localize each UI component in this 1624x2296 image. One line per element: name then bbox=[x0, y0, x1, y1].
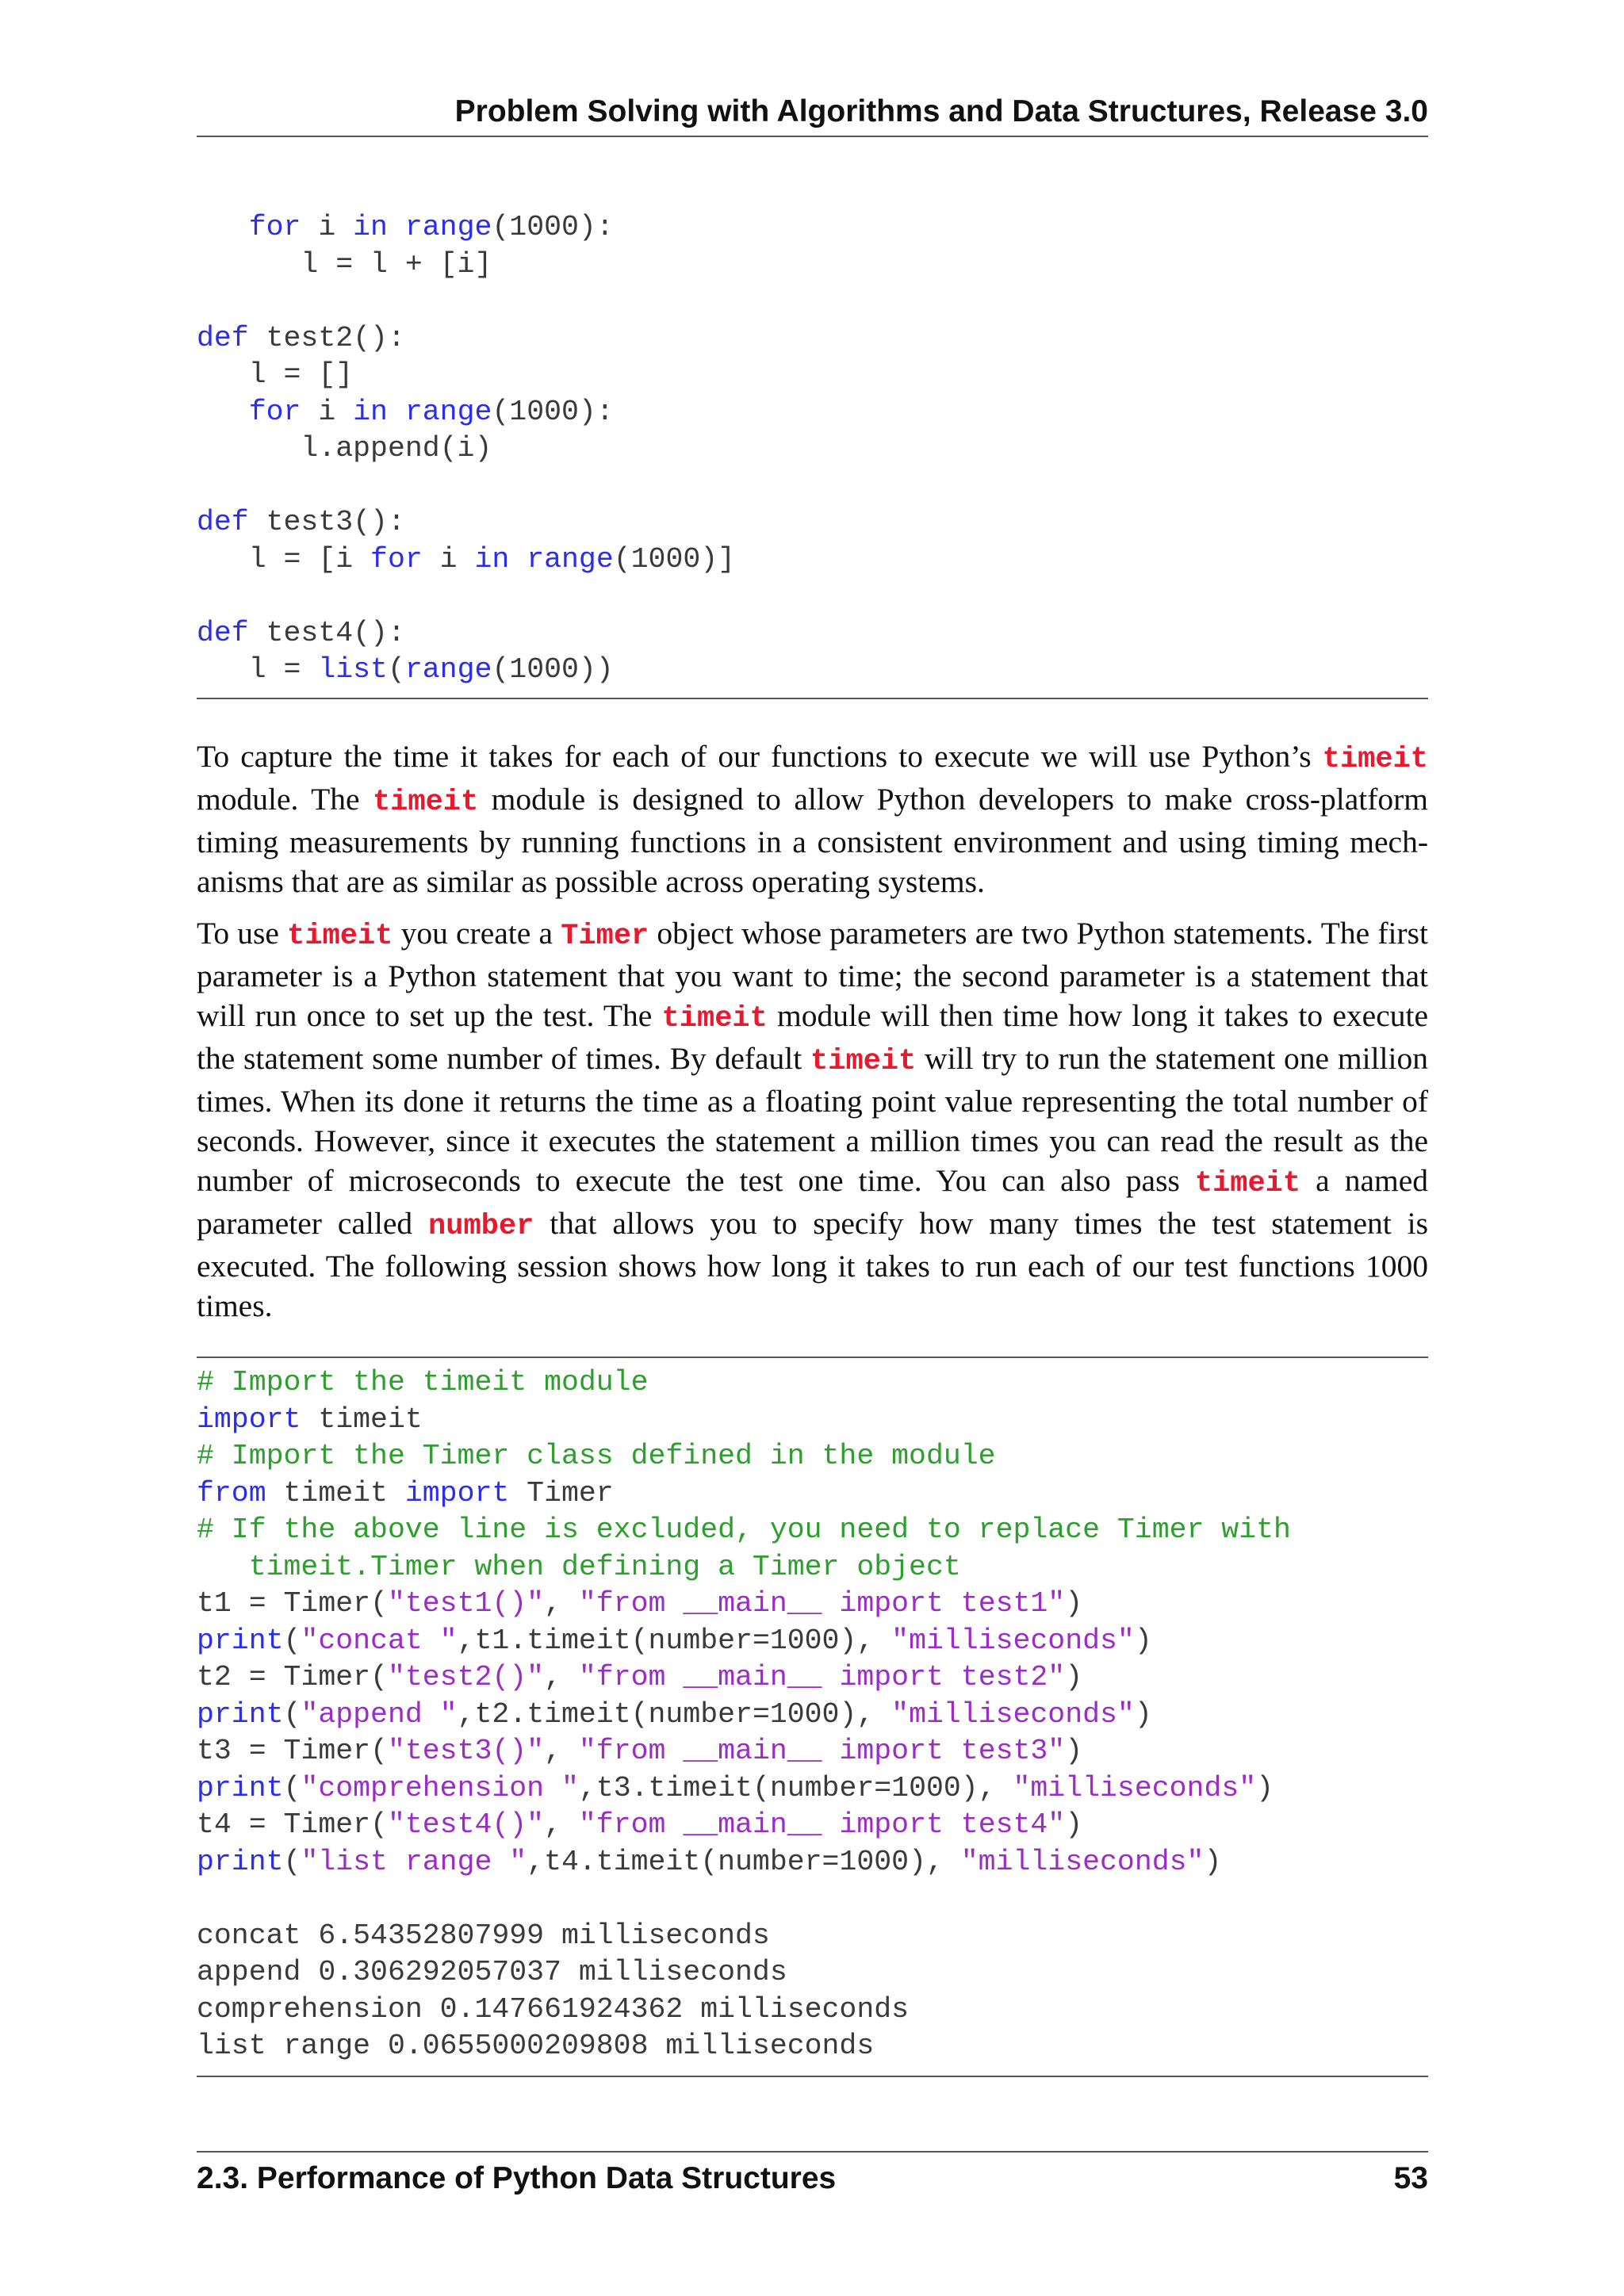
code-token-st: "test1()" bbox=[387, 1587, 545, 1620]
code-token-kw: in bbox=[353, 395, 388, 428]
text-run: ) bbox=[1065, 1808, 1083, 1841]
text-run: ) bbox=[1204, 1845, 1222, 1878]
text-run: ) bbox=[1065, 1661, 1083, 1693]
text-run: ) bbox=[1065, 1587, 1083, 1620]
text-run: ,t4.timeit(number=1000), bbox=[527, 1845, 961, 1878]
text-run: test2(): bbox=[248, 321, 405, 354]
code-token-cm: # If the above line is excluded, you need to replace Timer with bbox=[197, 1513, 1291, 1546]
inline-code: timeit bbox=[1322, 743, 1428, 776]
inline-code: timeit bbox=[810, 1045, 917, 1078]
code-line bbox=[197, 1698, 1152, 1731]
text-run: , bbox=[544, 1661, 579, 1693]
text-run: (1000): bbox=[492, 211, 614, 243]
code-line bbox=[197, 1956, 787, 1988]
code-token-st: "from __main__ import test1" bbox=[578, 1587, 1066, 1620]
code-token-st: "from __main__ import test2" bbox=[578, 1661, 1066, 1693]
text-run: , bbox=[544, 1808, 579, 1841]
text-run: t1 = Timer( bbox=[197, 1587, 388, 1620]
text-run: ) bbox=[1065, 1735, 1083, 1767]
text-run: append 0.306292057037 milliseconds bbox=[197, 1956, 787, 1988]
code-block-2-bottom-rule bbox=[197, 2076, 1428, 2077]
code-token-kw: range bbox=[404, 653, 492, 686]
header-rule bbox=[197, 136, 1428, 137]
text-run: module. The bbox=[197, 782, 373, 817]
code-token-kw: range bbox=[527, 542, 614, 576]
inline-code: Timer bbox=[561, 920, 649, 953]
inline-code: timeit bbox=[372, 786, 479, 819]
text-run: comprehension 0.147661924362 milliseconds bbox=[197, 1992, 910, 2026]
code-token-st: "from __main__ import test4" bbox=[578, 1808, 1066, 1841]
text-run: l = [] bbox=[197, 358, 354, 391]
code-token-kw: in bbox=[474, 542, 510, 576]
text-run: a named parameter called bbox=[197, 1163, 1428, 1241]
code-token-cm: # Import the Timer class defined in the module bbox=[197, 1440, 996, 1472]
code-line bbox=[197, 322, 405, 354]
text-run bbox=[388, 396, 405, 428]
code-line bbox=[197, 248, 492, 281]
text-run: ) bbox=[1134, 1697, 1152, 1731]
text-run: will try to run the statement one million times. When its done it returns the time as a floating point value representing the total number of seconds. However, since it executes the statement a million times you can read the result as the number of microseconds to execute the test one time. You can also pass bbox=[197, 1041, 1428, 1198]
code-line bbox=[197, 1587, 1082, 1620]
code-token-st: "milliseconds" bbox=[960, 1845, 1205, 1878]
paragraph-timer-usage bbox=[197, 913, 1428, 1326]
text-run: ,t3.timeit(number=1000), bbox=[578, 1771, 1013, 1804]
code-token-st: "comprehension " bbox=[301, 1771, 579, 1804]
text-run: l = [i bbox=[197, 542, 371, 576]
code-line bbox=[197, 1624, 1152, 1657]
code-token-kw: for bbox=[248, 395, 301, 428]
code-token-st: "from __main__ import test3" bbox=[578, 1735, 1066, 1767]
text-run: timeit bbox=[301, 1402, 423, 1436]
text-run: i bbox=[301, 211, 354, 243]
paragraph-timeit-intro bbox=[197, 737, 1428, 901]
text-run: list range 0.0655000209808 milliseconds bbox=[197, 2030, 875, 2062]
running-header-title: Problem Solving with Algorithms and Data Structures, Release 3.0 bbox=[454, 94, 1428, 128]
text-run: ( bbox=[283, 1697, 301, 1731]
inline-code: number bbox=[428, 1210, 534, 1243]
code-token-kw: def bbox=[197, 616, 249, 649]
code-token-st: "list range " bbox=[301, 1845, 527, 1878]
code-line bbox=[197, 432, 492, 465]
text-run: concat 6.54352807999 milliseconds bbox=[197, 1919, 770, 1952]
text-run bbox=[388, 211, 405, 243]
code-token-cm: timeit.Timer when defining a Timer object bbox=[197, 1550, 961, 1583]
text-run: l = bbox=[197, 653, 319, 686]
code-token-kw: list bbox=[318, 653, 388, 686]
text-run: module will then time how long it takes to execute the statement some number of times. By default bbox=[197, 998, 1428, 1076]
code-token-st: "milliseconds" bbox=[891, 1624, 1135, 1657]
text-run: t2 = Timer( bbox=[197, 1661, 388, 1693]
text-run: , bbox=[544, 1587, 579, 1620]
code-token-kw: import bbox=[197, 1402, 301, 1436]
code-token-st: "milliseconds" bbox=[1013, 1771, 1257, 1804]
footer-rule bbox=[197, 2151, 1428, 2152]
code-line bbox=[197, 1403, 423, 1436]
code-token-st: "concat " bbox=[301, 1624, 458, 1657]
code-line bbox=[197, 1808, 1082, 1841]
code-line bbox=[197, 617, 405, 649]
text-run: i bbox=[422, 542, 475, 576]
code-line bbox=[197, 1993, 909, 2026]
code-token-kw: def bbox=[197, 506, 249, 538]
code-block-2-top-rule bbox=[197, 1357, 1428, 1358]
code-line bbox=[197, 396, 614, 428]
code-token-kw: print bbox=[197, 1845, 284, 1878]
text-run: (1000)] bbox=[613, 542, 736, 576]
inline-code: timeit bbox=[661, 1002, 768, 1035]
text-run: ( bbox=[283, 1624, 301, 1657]
text-run: l.append(i) bbox=[197, 432, 492, 465]
code-block-1-bottom-rule bbox=[197, 698, 1428, 699]
text-run: ) bbox=[1134, 1624, 1152, 1657]
text-run: , bbox=[544, 1735, 579, 1767]
code-token-kw: def bbox=[197, 321, 249, 354]
code-line bbox=[197, 1551, 961, 1583]
inline-code: timeit bbox=[287, 920, 393, 953]
code-token-kw: in bbox=[353, 211, 388, 243]
text-run: l = l + [i] bbox=[197, 247, 492, 281]
code-block-test-functions bbox=[197, 209, 1428, 689]
code-line bbox=[197, 211, 614, 243]
text-run bbox=[197, 396, 249, 428]
code-line bbox=[197, 653, 614, 686]
text-run: (1000): bbox=[492, 395, 614, 428]
code-token-kw: for bbox=[370, 542, 423, 576]
code-token-kw: print bbox=[197, 1624, 284, 1657]
text-run bbox=[509, 543, 527, 576]
text-run: To use bbox=[197, 916, 288, 951]
text-run: ) bbox=[1256, 1771, 1274, 1804]
text-run: ( bbox=[387, 653, 405, 686]
code-line bbox=[197, 1366, 649, 1399]
code-line bbox=[197, 543, 735, 576]
code-block-timing-session bbox=[197, 1364, 1428, 2065]
text-run: ( bbox=[283, 1845, 301, 1878]
code-token-kw: for bbox=[248, 211, 301, 243]
text-run: test3(): bbox=[248, 506, 405, 538]
code-token-kw: range bbox=[404, 395, 492, 428]
text-run: To capture the time it takes for each of our functions to execute we will use Python’s bbox=[197, 739, 1323, 774]
code-line bbox=[197, 2030, 874, 2062]
code-token-kw: range bbox=[404, 211, 492, 243]
code-token-kw: print bbox=[197, 1697, 284, 1731]
code-token-kw: import bbox=[404, 1476, 510, 1510]
code-token-kw: print bbox=[197, 1771, 284, 1804]
code-token-kw: from bbox=[197, 1476, 266, 1510]
footer-section-title: 2.3. Performance of Python Data Structures bbox=[197, 2161, 837, 2195]
footer-page-number: 53 bbox=[1393, 2161, 1428, 2195]
text-run: Timer bbox=[509, 1476, 614, 1510]
text-run: module is designed to allow Python developers to make cross-platform timing measurements by running functions in a consistent environment and using timing mech-anisms that are as similar as possible across operating systems. bbox=[197, 782, 1428, 899]
text-run: test4(): bbox=[248, 616, 405, 649]
code-line bbox=[197, 506, 405, 538]
code-line bbox=[197, 1735, 1082, 1767]
code-line bbox=[197, 1477, 614, 1510]
text-run: you create a bbox=[393, 916, 561, 951]
code-line bbox=[197, 1846, 1221, 1878]
text-run: ,t2.timeit(number=1000), bbox=[457, 1697, 892, 1731]
code-token-st: "test2()" bbox=[387, 1661, 545, 1693]
text-run: (1000)) bbox=[492, 653, 614, 686]
code-line bbox=[197, 1772, 1274, 1804]
code-line bbox=[197, 1661, 1082, 1693]
code-token-st: "test3()" bbox=[387, 1735, 545, 1767]
text-run: timeit bbox=[266, 1476, 405, 1510]
inline-code: timeit bbox=[1194, 1167, 1301, 1200]
code-line bbox=[197, 358, 353, 391]
code-line bbox=[197, 1440, 996, 1472]
code-token-st: "milliseconds" bbox=[891, 1697, 1135, 1731]
text-run: t4 = Timer( bbox=[197, 1808, 388, 1841]
text-run bbox=[197, 211, 249, 243]
text-run: i bbox=[301, 395, 354, 428]
code-line bbox=[197, 1919, 770, 1952]
code-token-st: "test4()" bbox=[387, 1808, 545, 1841]
text-run: object whose parameters are two Python statements. The first parameter is a Python statement that you want to time; the second parameter is a statement that will run once to set up the test. The bbox=[197, 916, 1428, 1033]
text-run: that allows you to specify how many times the test statement is executed. The following session shows how long it takes to run each of our test functions 1000 times. bbox=[197, 1206, 1429, 1323]
text-run: ,t1.timeit(number=1000), bbox=[457, 1624, 892, 1657]
text-run: ( bbox=[283, 1771, 301, 1804]
code-token-st: "append " bbox=[301, 1697, 458, 1731]
code-token-cm: # Import the timeit module bbox=[197, 1366, 649, 1399]
text-run: t3 = Timer( bbox=[197, 1735, 388, 1767]
code-line bbox=[197, 1513, 1291, 1546]
